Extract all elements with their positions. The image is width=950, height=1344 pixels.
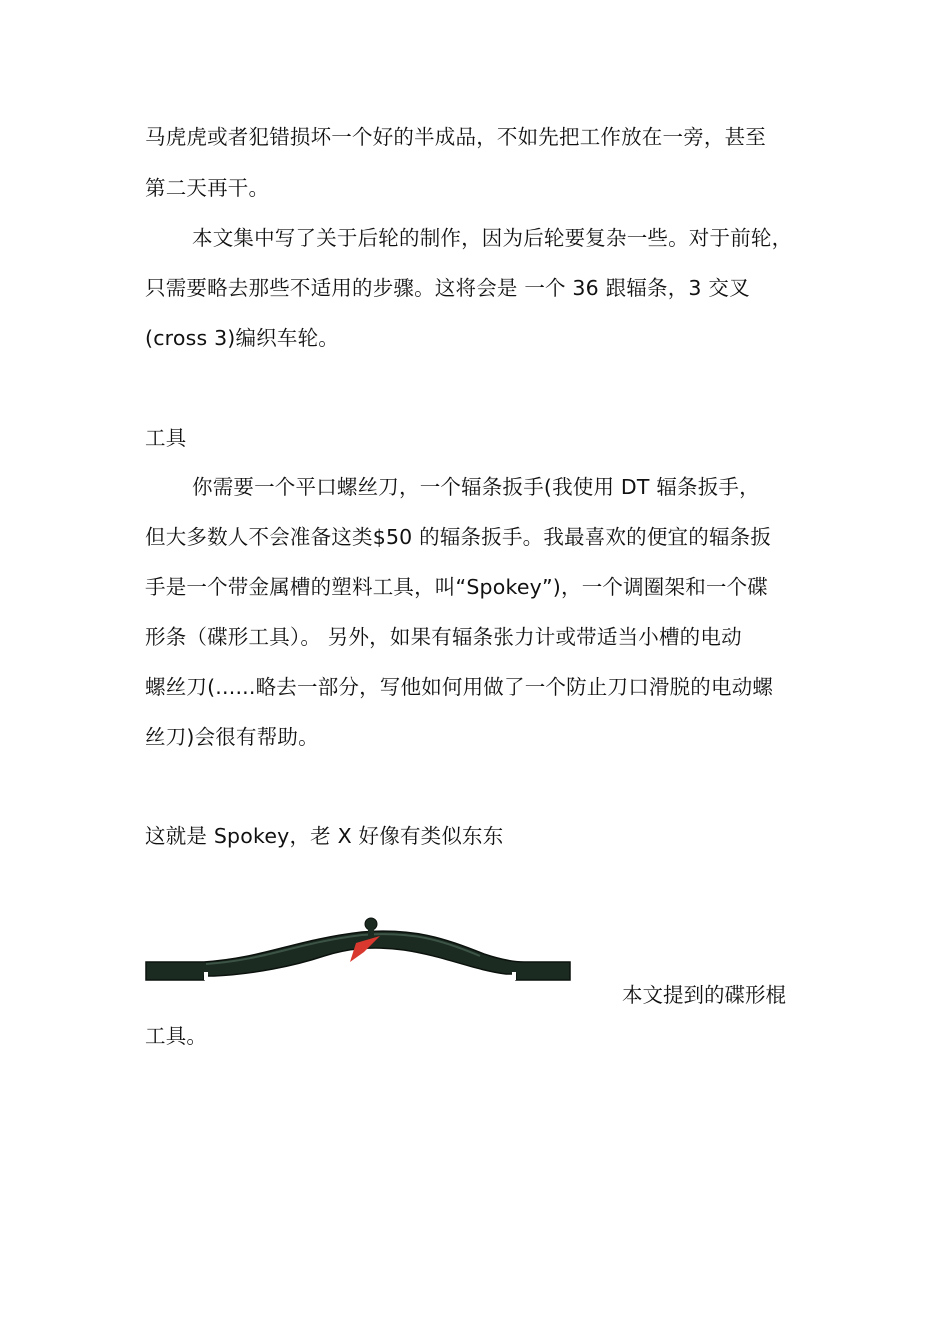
intro-line-1: 马虎虎或者犯错损坏一个好的半成品，不如先把工作放在一旁，甚至 <box>145 125 766 149</box>
intro-line-2: 第二天再干。 <box>145 176 270 200</box>
rear-wheel-paragraph-line-2: 只需要略去那些不适用的步骤。这将会是 一个 36 跟辐条，3 交叉 <box>145 276 750 300</box>
tools-paragraph-line-2: 但大多数人不会准备这类$50 的辐条扳手。我最喜欢的便宜的辐条扳 <box>145 525 772 549</box>
dishing-tool-image <box>144 910 574 990</box>
tools-paragraph-line-5: 螺丝刀(......略去一部分，写他如何用做了一个防止刀口滑脱的电动螺 <box>145 675 774 699</box>
image-caption-wrap: 工具。 <box>145 1024 208 1048</box>
tools-paragraph-line-3: 手是一个带金属槽的塑料工具，叫“Spokey”)，一个调圈架和一个碟 <box>145 575 768 599</box>
spokey-caption: 这就是 Spokey，老 X 好像有类似东东 <box>145 824 504 848</box>
tools-paragraph-line-1: 你需要一个平口螺丝刀，一个辐条扳手(我使用 DT 辐条扳手， <box>192 475 760 499</box>
tools-paragraph-line-6: 丝刀)会很有帮助。 <box>145 725 319 749</box>
tools-paragraph-line-4: 形条（碟形工具）。 另外，如果有辐条张力计或带适当小槽的电动 <box>145 625 742 649</box>
image-caption-right: 本文提到的碟形棍 <box>622 983 786 1007</box>
rear-wheel-paragraph-line-3: (cross 3)编织车轮。 <box>145 326 340 350</box>
rear-wheel-paragraph-line-1: 本文集中写了关于后轮的制作，因为后轮要复杂一些。对于前轮， <box>192 226 793 250</box>
tools-heading: 工具 <box>145 426 187 450</box>
